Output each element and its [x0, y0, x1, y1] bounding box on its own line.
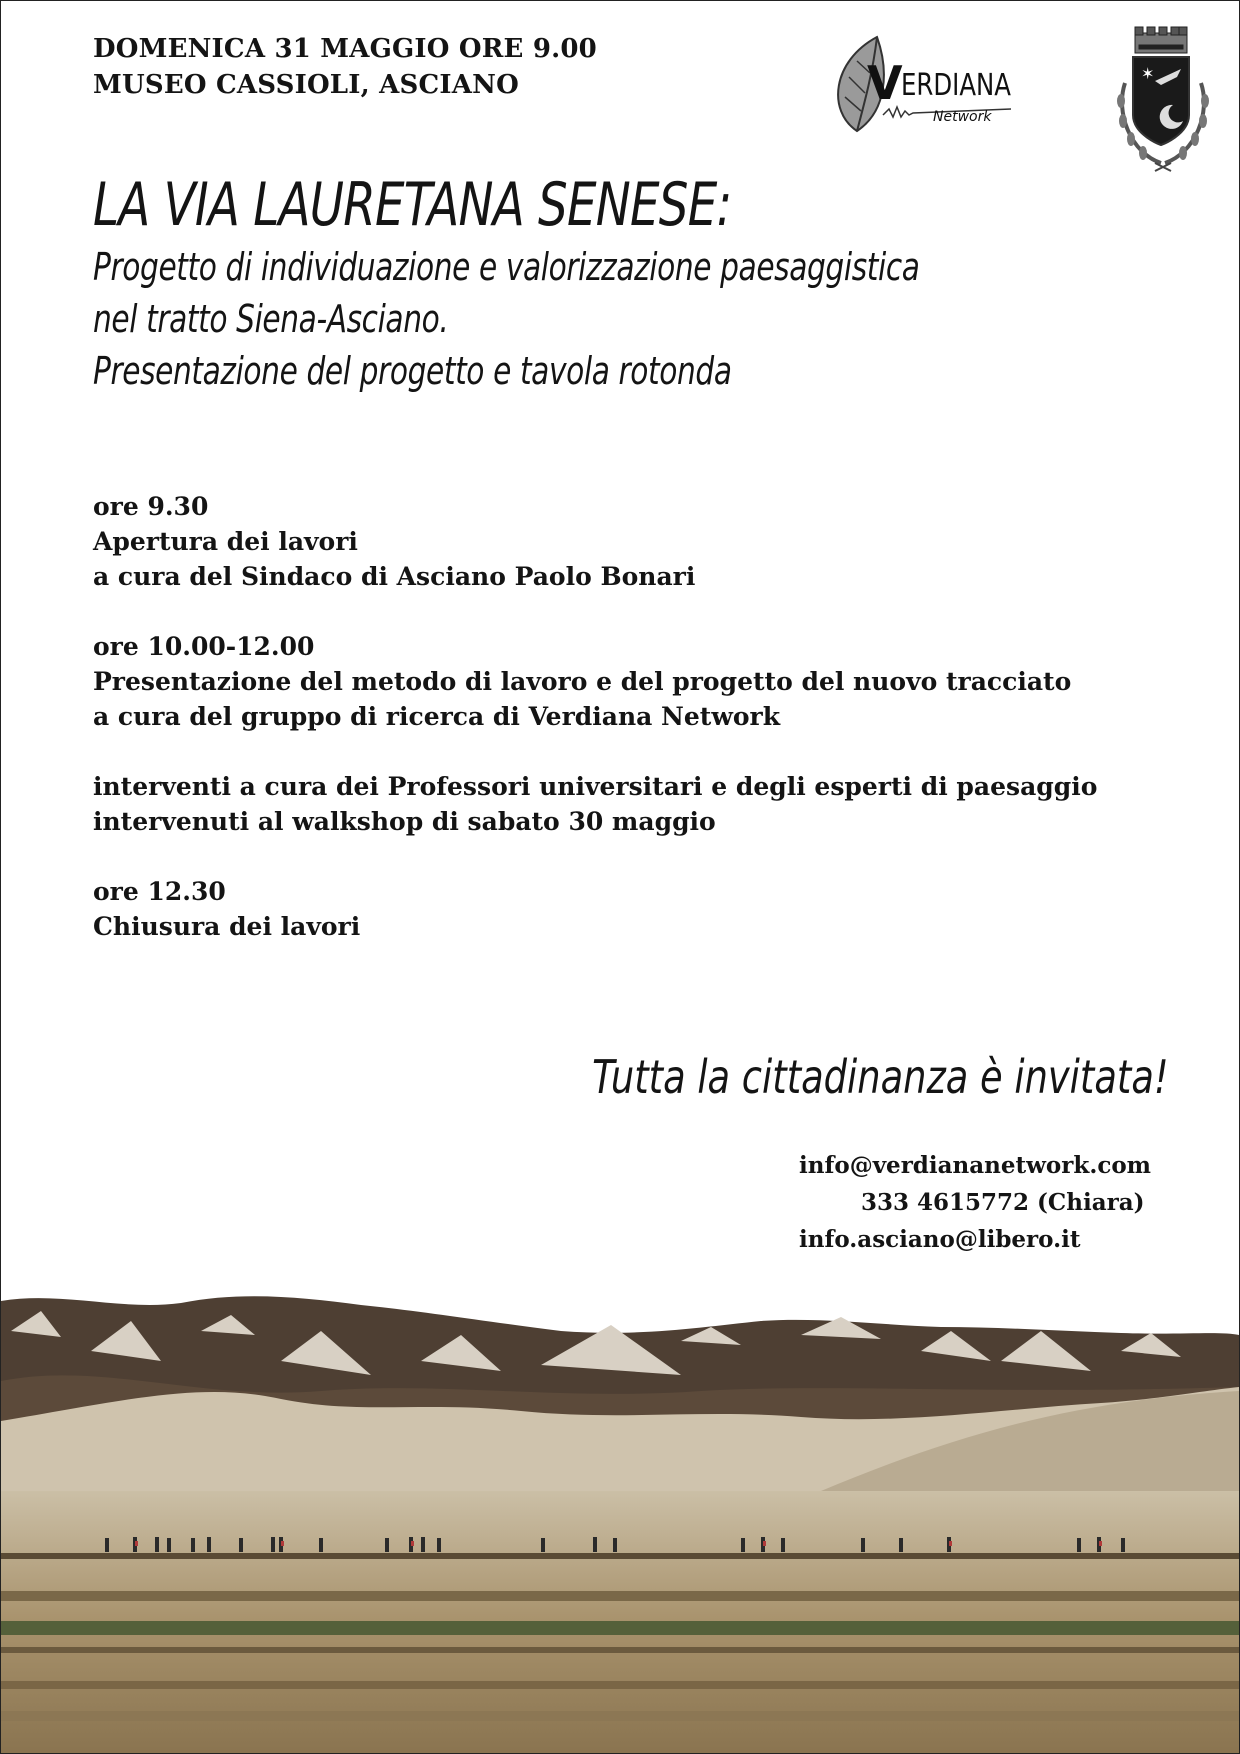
- contacts: [799, 1147, 1151, 1258]
- program-line: Apertura dei lavori: [93, 527, 358, 556]
- landscape-photo: [1, 1291, 1239, 1753]
- program-item: [93, 629, 1097, 734]
- event-title: LA VIA LAURETANA SENESE:: [93, 170, 732, 240]
- program-item: [93, 874, 1097, 944]
- event-venue: MUSEO CASSIOLI, ASCIANO: [93, 70, 519, 100]
- title-line: Progetto di individuazione e valorizzazione paesaggistica: [93, 245, 920, 289]
- program-line: a cura del Sindaco di Asciano Paolo Bonari: [93, 562, 696, 591]
- coat-of-arms-icon: [1111, 23, 1215, 173]
- title-line: nel tratto Siena-Asciano.: [93, 297, 449, 341]
- event-date: DOMENICA 31 MAGGIO ORE 9.00: [93, 34, 597, 64]
- event-title-block: [93, 169, 920, 397]
- program-line: a cura del gruppo di ricerca di Verdiana Network: [93, 702, 781, 731]
- program-item: [93, 489, 1097, 594]
- logo-subtitle: Network: [933, 109, 992, 125]
- svg-text:✶: ✶: [1141, 64, 1155, 83]
- program-item: [93, 769, 1097, 839]
- program-line: ore 12.30: [93, 877, 226, 906]
- contact-email[interactable]: info.asciano@libero.it: [799, 1226, 1081, 1253]
- program-line: interventi a cura dei Professori universitari e degli esperti di paesaggio: [93, 772, 1098, 801]
- logo-initial: V: [867, 56, 903, 110]
- title-line: Presentazione del progetto e tavola rotonda: [93, 349, 732, 393]
- program-line: intervenuti al walkshop di sabato 30 maggio: [93, 807, 716, 836]
- logo-name: ERDIANA: [901, 68, 1012, 103]
- event-header: [93, 31, 597, 103]
- program-line: Chiusura dei lavori: [93, 912, 361, 941]
- verdiana-network-logo: [827, 31, 1017, 139]
- program-line: ore 9.30: [93, 492, 209, 521]
- program-line: ore 10.00-12.00: [93, 632, 315, 661]
- contact-email[interactable]: info@verdiananetwork.com: [799, 1152, 1152, 1179]
- invitation-text: Tutta la cittadinanza è invitata!: [592, 1050, 1169, 1104]
- contact-phone: 333 4615772 (Chiara): [861, 1189, 1145, 1216]
- event-program: [93, 489, 1097, 979]
- program-line: Presentazione del metodo di lavoro e del progetto del nuovo tracciato: [93, 667, 1072, 696]
